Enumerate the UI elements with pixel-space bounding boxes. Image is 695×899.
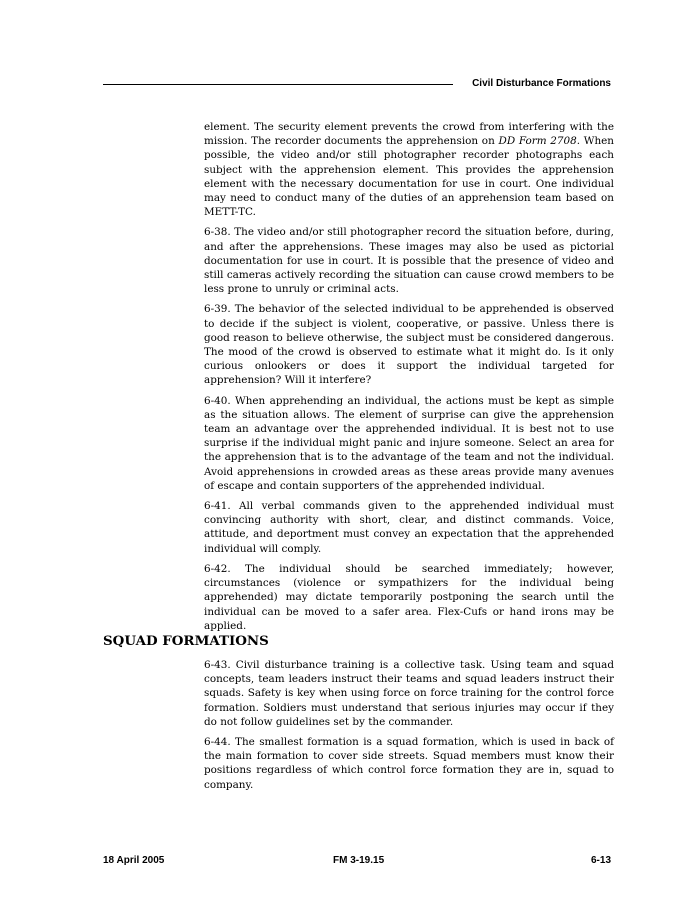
paragraph-6-42: 6-42. The individual should be searched immediately; however, circumstances (violence or sympathizers for the individual being apprehended) may dictate temporarily postponing the search until the individual can be moved to a safer area. Flex-Cufs or hand irons may be applied. — [204, 562, 614, 632]
footer-date: 18 April 2005 — [103, 855, 165, 866]
intro-text-before: element. The security element prevents the crowd from interfering with the mission. The recorder documents the apprehension on — [204, 121, 614, 148]
footer-manual: FM 3-19.15 — [333, 855, 385, 866]
paragraph-6-39: 6-39. The behavior of the selected individual to be apprehended is observed to decide if the subject is violent, cooperative, or passive. Unless there is good reason to believe otherwise, the subject must be considered dangerous. The mood of the crowd is observed to estimate what it might do. Is it only curious onlookers or does it support the individual targeted for apprehension? Will it interfere? — [204, 303, 614, 387]
header-rule — [103, 84, 453, 85]
form-reference: DD Form 2708 — [498, 135, 577, 148]
section-body-text — [204, 658, 614, 798]
intro-paragraph — [204, 120, 614, 219]
paragraph-6-43: 6-43. Civil disturbance training is a collective task. Using team and squad concepts, team leaders instruct their teams and squad leaders instruct their squads. Safety is key when using force on force training for the control force formation. Soldiers must understand that serious injuries may occur if they do not follow guidelines set by the commander. — [204, 659, 614, 728]
running-header-title: Civil Disturbance Formations — [472, 78, 611, 89]
intro-text-after: . When possible, the video and/or still photographer recorder photographs each subject with the apprehension element. This provides the apprehension element with the necessary documentation for use in court. One individual may need to conduct many of the duties of an apprehension team based on METT-TC. — [204, 135, 614, 219]
footer-page-number: 6-13 — [590, 855, 611, 866]
section-heading: SQUAD FORMATIONS — [103, 633, 269, 649]
body-text — [204, 120, 614, 639]
paragraph-6-40: 6-40. When apprehending an individual, the actions must be kept as simple as the situation allows. The element of surprise can give the apprehension team an advantage over the apprehended individual. It is best not to use surprise if the individual might panic and injure someone. Select an area for the apprehension that is to the advantage of the team and not the individual. Avoid apprehensions in crowded areas as these areas provide many avenues of escape and contain supporters of the apprehended individual. — [204, 394, 614, 492]
paragraph-6-44: 6-44. The smallest formation is a squad formation, which is used in back of the main formation to cover side streets. Squad members must know their positions regardless of which control force formation they are in, squad to company. — [204, 736, 614, 791]
paragraph-6-38: 6-38. The video and/or still photographer record the situation before, during, and after the apprehensions. These images may also be used as pictorial documentation for use in court. It is possible that the presence of video and still cameras actively recording the situation can cause crowd members to be less prone to unruly or criminal acts. — [204, 226, 614, 296]
paragraph-6-41: 6-41. All verbal commands given to the apprehended individual must convincing authority with short, clear, and distinct commands. Voice, attitude, and deportment must convey an expectation that the apprehended individual will comply. — [204, 500, 614, 555]
